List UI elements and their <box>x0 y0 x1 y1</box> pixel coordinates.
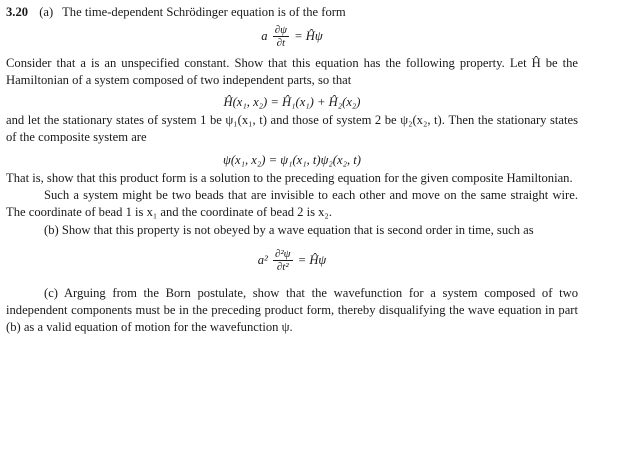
part-a-intro: The time-dependent Schrödinger equation is of the form <box>62 5 346 19</box>
problem-heading <box>6 4 578 21</box>
eq4-rhs: = Ĥψ <box>297 252 327 267</box>
part-c-text: (c) Arguing from the Born postulate, show that the wavefunction for a system composed of two independent components must be in the preceding product form, thereby disqualifying the wave equation in part (b) as a valid equation of motion for the wavefunction ψ. <box>6 285 578 335</box>
eq4-denominator: ∂t² <box>276 260 289 273</box>
paragraph-property: Consider that a is an unspecified constant. Show that this equation has the following property. Let Ĥ be the Hamiltonian of a system composed of two independent parts, so that <box>6 56 578 88</box>
eq4-fraction <box>273 248 293 273</box>
eq4-numerator: ∂²ψ <box>274 247 291 260</box>
part-a-label: (a) <box>39 5 54 19</box>
second-order-wave-equation <box>6 239 578 285</box>
eq4-coefficient: a² <box>257 252 268 267</box>
hamiltonian-equation: Ĥ(x₁, x₂) = Ĥ₁(x₁) + Ĥ₂(x₂) <box>223 94 361 109</box>
eq1-rhs: = Ĥψ <box>294 29 323 44</box>
problem-number: 3.20 <box>6 5 29 19</box>
eq1-denominator: ∂t <box>276 37 286 50</box>
eq1-numerator: ∂ψ <box>274 24 287 37</box>
paragraph-beads: Such a system might be two beads that are invisible to each other and move on the same straight wire. The coordinate of bead 1 is x₁ and the coordinate of bead 2 is x₂. <box>6 188 578 220</box>
eq1-fraction <box>273 24 289 49</box>
problem-text <box>6 4 578 336</box>
paragraph-stationary-states: and let the stationary states of system 1 be ψ₁(x₁, t) and those of system 2 be ψ₂(x₂, t). Then the stationary states of the composite system are <box>6 112 578 144</box>
schrodinger-equation <box>6 21 578 55</box>
part-b-text: (b) Show that this property is not obeyed by a wave equation that is second order in time, such as <box>44 222 534 237</box>
paragraph-show-product: That is, show that this product form is a solution to the preceding equation for the given composite Hamiltonian. <box>6 171 573 186</box>
eq1-coefficient: a <box>261 29 268 44</box>
product-state-equation: ψ(x₁, x₂) = ψ₁(x₁, t)ψ₂(x₂, t) <box>223 153 361 168</box>
